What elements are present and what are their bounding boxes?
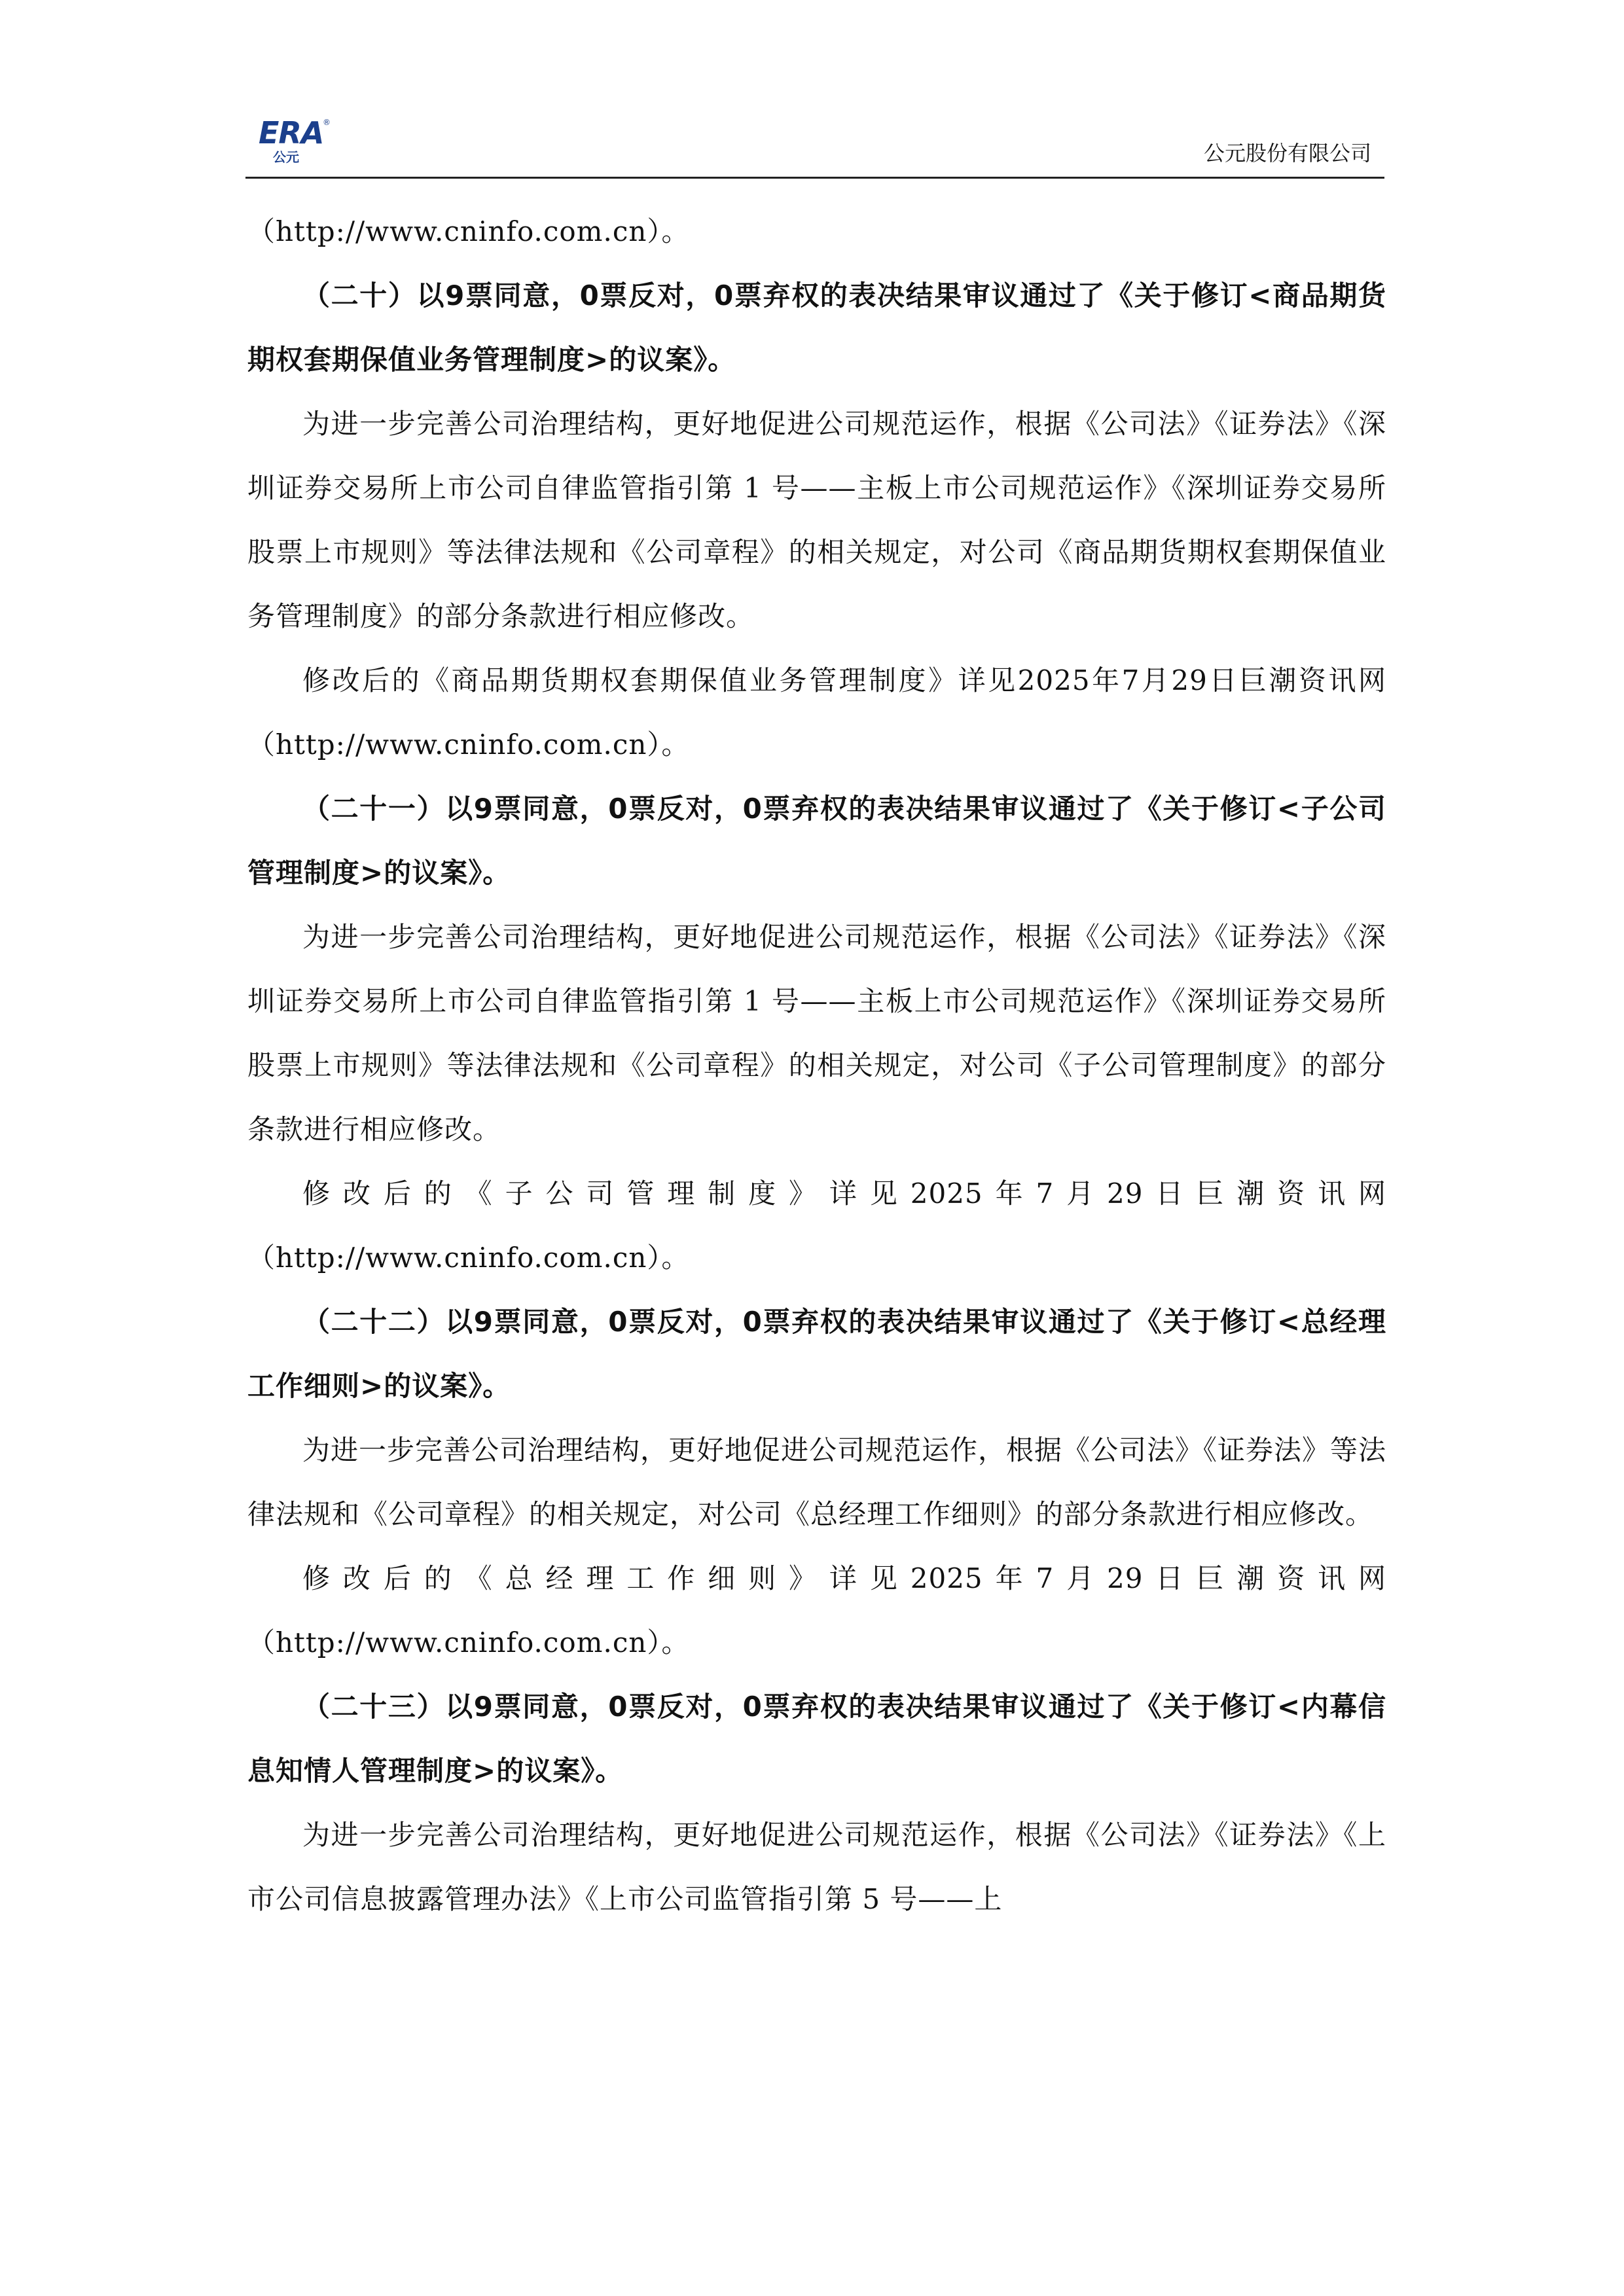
resolution-heading-20: （二十）以9票同意，0票反对，0票弃权的表决结果审议通过了《关于修订<商品期货期权套期保值业务管理制度>的议案》。 [247,279,1386,376]
resolution-link-21: 修改后的《子公司管理制度》详见2025年7月29日巨潮资讯网（http://www.cninfo.com.cn）。 [247,1177,1386,1274]
resolution-body-21: 为进一步完善公司治理结构，更好地促进公司规范运作，根据《公司法》《证券法》《深圳证券交易所上市公司自律监管指引第 1 号——主板上市公司规范运作》《深圳证券交易所股票上市规则》等法律法规和《公司章程》的相关规定，对公司《子公司管理制度》的部分条款进行相应修改。 [247,921,1386,1145]
logo-subtitle: 公元 [273,149,299,165]
company-logo [259,117,331,169]
resolution-heading-23: （二十三）以9票同意，0票反对，0票弃权的表决结果审议通过了《关于修订<内幕信息知情人管理制度>的议案》。 [247,1691,1386,1787]
resolution-heading-21: （二十一）以9票同意，0票反对，0票弃权的表决结果审议通过了《关于修订<子公司管理制度>的议案》。 [247,793,1386,889]
page-header [245,111,1384,179]
resolution-body-20: 为进一步完善公司治理结构，更好地促进公司规范运作，根据《公司法》《证券法》《深圳证券交易所上市公司自律监管指引第 1 号——主板上市公司规范运作》《深圳证券交易所股票上市规则》等法律法规和《公司章程》的相关规定，对公司《商品期货期权套期保值业务管理制度》的部分条款进行相应修改。 [247,408,1386,632]
resolution-body-22: 为进一步完善公司治理结构，更好地促进公司规范运作，根据《公司法》《证券法》等法律法规和《公司章程》的相关规定，对公司《总经理工作细则》的部分条款进行相应修改。 [247,1434,1387,1530]
resolution-link-20: 修改后的《商品期货期权套期保值业务管理制度》详见2025年7月29日巨潮资讯网（http://www.cninfo.com.cn）。 [247,664,1386,761]
resolution-link-22: 修改后的《总经理工作细则》详见2025年7月29日巨潮资讯网（http://www.cninfo.com.cn）。 [247,1562,1386,1659]
logo-registered-mark: ® [323,118,331,127]
resolution-body-23: 为进一步完善公司治理结构，更好地促进公司规范运作，根据《公司法》《证券法》《上市公司信息披露管理办法》《上市公司监管指引第 5 号——上 [247,1819,1386,1915]
document-body [247,200,1386,1931]
logo-mark-text: ERA [259,115,324,151]
resolution-heading-22: （二十二）以9票同意，0票反对，0票弃权的表决结果审议通过了《关于修订<总经理工作细则>的议案》。 [247,1306,1386,1402]
header-company-name: 公元股份有限公司 [1203,141,1371,166]
paragraph-url-continuation: （http://www.cninfo.com.cn）。 [247,215,690,247]
